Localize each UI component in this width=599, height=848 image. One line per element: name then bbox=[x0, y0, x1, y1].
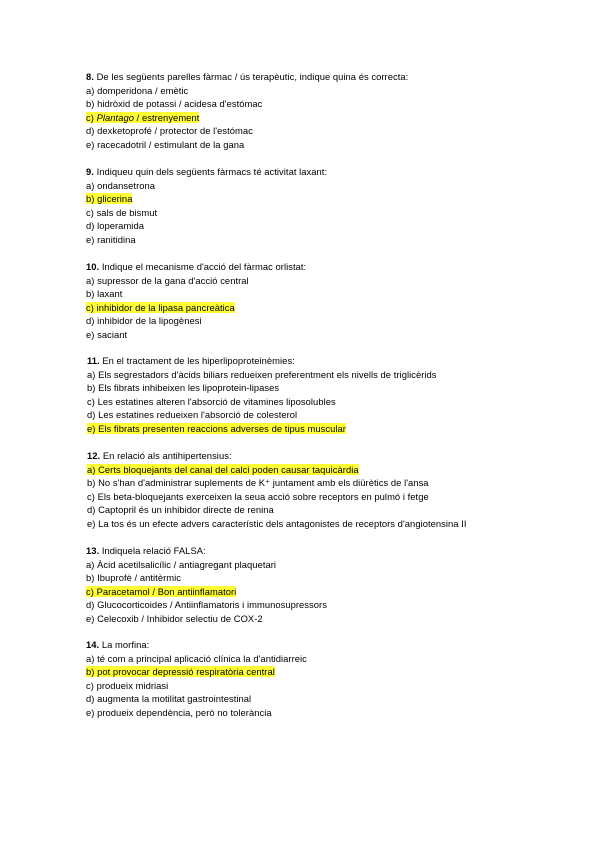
highlighted-answer: b) glicerina bbox=[86, 193, 133, 204]
highlighted-answer: a) Certs bloquejants del canal del calci poden causar taquicàrdia bbox=[87, 463, 359, 475]
option-b: b) hidròxid de potassi / acidesa d'estómac bbox=[86, 98, 263, 109]
option-e-correct bbox=[87, 422, 567, 436]
option-a: a) ondansetrona bbox=[86, 179, 156, 191]
question-text: Indiqueu quin dels següents fàrmacs té activitat laxant: bbox=[93, 166, 328, 177]
question-10 bbox=[86, 260, 566, 341]
question-14 bbox=[86, 638, 566, 719]
option-d: d) Les estatines redueixen l'absorció de colesterol bbox=[87, 409, 298, 420]
highlighted-answer: e) Els fibrats presenten reaccions adverses de tipus muscular bbox=[87, 422, 346, 434]
option-d: d) inhibidor de la lipogènesi bbox=[86, 315, 202, 326]
question-stem bbox=[87, 449, 567, 463]
option-a: a) domperidona / emètic bbox=[86, 84, 189, 96]
option-b: b) No s'han d'administrar suplements de K⁺ juntament amb els diürètics de l'ansa bbox=[87, 477, 429, 488]
option-e: e) racecadotril / estimulant de la gana bbox=[86, 138, 245, 150]
option-d: d) loperamida bbox=[86, 220, 144, 231]
option-c-correct bbox=[86, 111, 566, 125]
question-11 bbox=[87, 354, 567, 435]
highlighted-answer: c) Paracetamol / Bon antiinflamatori bbox=[86, 585, 237, 597]
highlighted-answer: b) pot provocar depressió respiratòria central bbox=[86, 666, 275, 677]
question-9 bbox=[86, 165, 566, 246]
option-e: e) ranitidina bbox=[86, 233, 136, 245]
option-b-correct bbox=[86, 192, 566, 206]
question-stem bbox=[86, 70, 566, 84]
question-stem bbox=[86, 638, 566, 652]
question-text: De les següents parelles fàrmac / ús terapèutic, indique quina és correcta: bbox=[93, 71, 409, 82]
question-number: 14. bbox=[86, 639, 100, 650]
question-number: 10. bbox=[86, 261, 100, 272]
option-a: a) Àcid acetilsalicílic / antiagregant plaquetari bbox=[86, 558, 277, 570]
question-number: 12. bbox=[87, 450, 101, 461]
question-8 bbox=[86, 70, 566, 151]
option-a: a) té com a principal aplicació clínica la d'antidiarreic bbox=[86, 652, 307, 664]
option-c-correct bbox=[86, 301, 566, 315]
question-12 bbox=[87, 449, 567, 530]
option-e: e) produeix dependència, però no tolerància bbox=[86, 706, 272, 718]
option-e: e) saciant bbox=[86, 328, 128, 340]
question-text: La morfina: bbox=[99, 639, 150, 650]
option-b-correct bbox=[86, 665, 566, 679]
question-stem bbox=[87, 354, 567, 368]
option-c: c) produeix midriasi bbox=[86, 679, 169, 691]
question-text: Indique el mecanisme d'acció del fàrmac orlistat: bbox=[99, 261, 307, 272]
highlighted-answer: c) inhibidor de la lipasa pancreàtica bbox=[86, 301, 235, 313]
option-a: a) supressor de la gana d'acció central bbox=[86, 274, 249, 286]
highlighted-answer: c) Plantago / estrenyement bbox=[86, 111, 200, 123]
option-c: c) Els beta-bloquejants exerceixen la seua acció sobre receptors en pulmó i fetge bbox=[87, 490, 429, 502]
option-d: d) Captopril és un inhibidor directe de renina bbox=[87, 504, 274, 515]
option-b: b) Els fibrats inhibeixen les lipoprotein-lipases bbox=[87, 382, 280, 393]
question-text: En el tractament de les hiperlipoproteinèmies: bbox=[99, 355, 295, 366]
option-e: e) Celecoxib / Inhibidor selectiu de COX-2 bbox=[86, 612, 263, 624]
option-a: a) Els segrestadors d'àcids biliars redueixen preferentment els nivells de triglicèrids bbox=[87, 368, 437, 380]
option-c: c) Les estatines alteren l'absorció de vitamines liposolubles bbox=[87, 395, 336, 407]
question-number: 9. bbox=[86, 166, 94, 177]
question-text: En relació als antihipertensius: bbox=[100, 450, 232, 461]
question-text: Indiquela relació FALSA: bbox=[99, 545, 206, 556]
option-a-correct bbox=[87, 463, 567, 477]
question-number: 8. bbox=[86, 71, 94, 82]
option-e: e) La tos és un efecte advers característic dels antagonistes de receptors d'angiotensina II bbox=[87, 517, 467, 529]
option-b: b) Ibuprofè / antitèrmic bbox=[86, 572, 181, 583]
option-b: b) laxant bbox=[86, 288, 123, 299]
option-d: d) dexketoprofé / protector de l'estómac bbox=[86, 125, 253, 136]
option-d: d) augmenta la motilitat gastrointestinal bbox=[86, 693, 252, 704]
question-stem bbox=[86, 544, 566, 558]
option-c: c) sals de bismut bbox=[86, 206, 158, 218]
question-stem bbox=[86, 260, 566, 274]
question-13 bbox=[86, 544, 566, 625]
question-stem bbox=[86, 165, 566, 179]
question-number: 13. bbox=[86, 545, 100, 556]
option-c-correct bbox=[86, 585, 566, 599]
option-d: d) Glucocorticoides / Antiinflamatoris i immunosupressors bbox=[86, 599, 327, 610]
question-number: 11. bbox=[87, 355, 100, 366]
